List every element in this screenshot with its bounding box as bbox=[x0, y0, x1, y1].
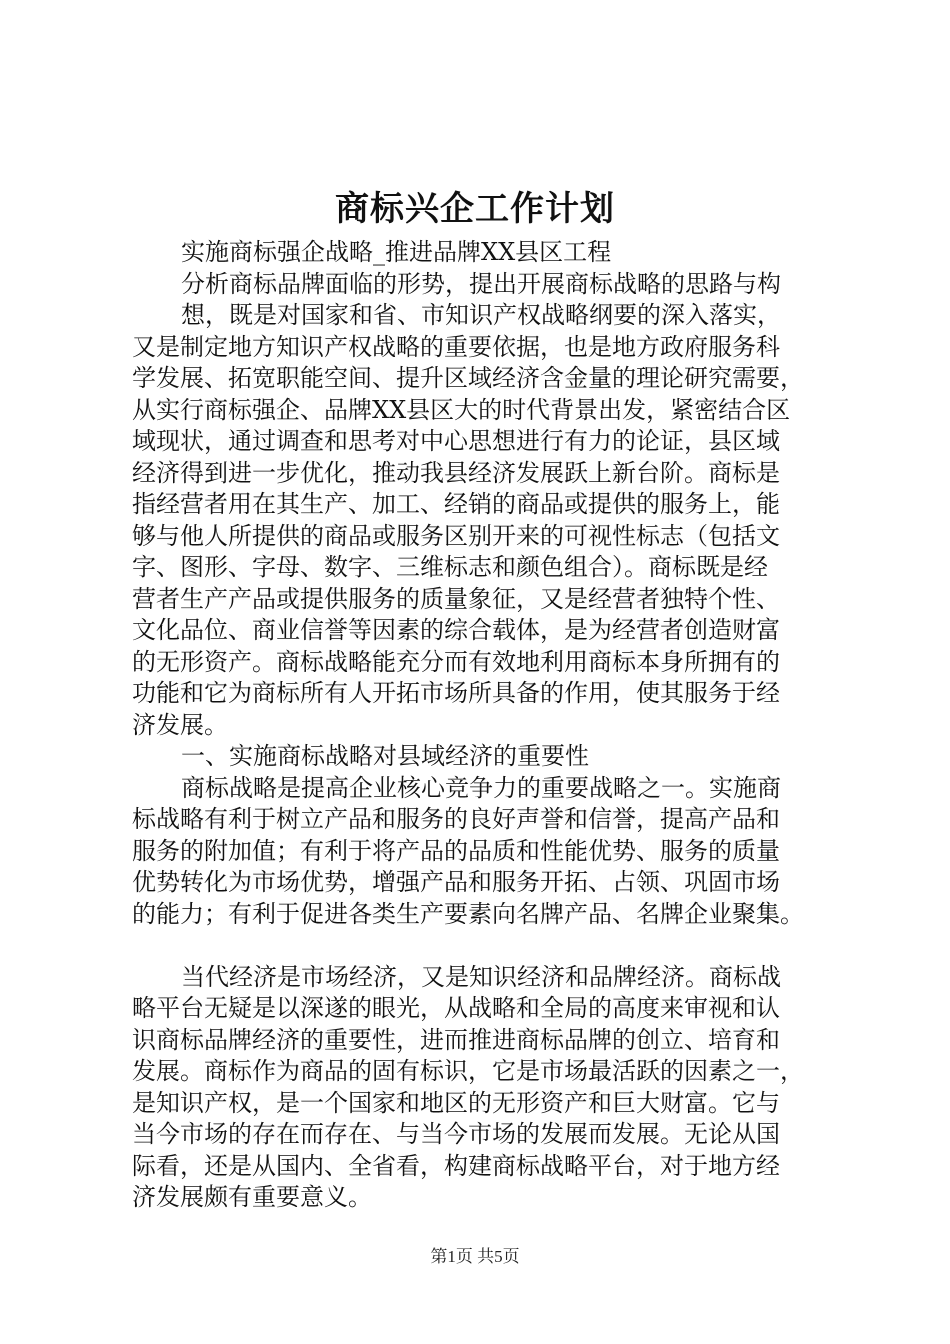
page-number: 第1页 共5页 bbox=[430, 1247, 520, 1266]
paragraph-line: 学发展、拓宽职能空间、提升区域经济含金量的理论研究需要， bbox=[132, 364, 804, 392]
paragraph-spacer bbox=[132, 930, 832, 962]
paragraph-line: 标战略有利于树立产品和服务的良好声誉和信誉，提高产品和 bbox=[132, 805, 780, 833]
paragraph-line: 际看，还是从国内、全省看，构建商标战略平台，对于地方经 bbox=[132, 1151, 780, 1180]
paragraph-line: 优势转化为市场优势，增强产品和服务开拓、占领、巩固市场 bbox=[132, 868, 780, 896]
paragraph-line: 商标战略是提高企业核心竞争力的重要战略之一。实施商 bbox=[181, 773, 781, 802]
paragraph-line: 济发展颇有重要意义。 bbox=[132, 1183, 372, 1211]
section-heading: 一、实施商标战略对县域经济的重要性 bbox=[181, 742, 589, 770]
paragraph-line: 功能和它为商标所有人开拓市场所具备的作用，使其服务于经 bbox=[132, 679, 780, 707]
subtitle-line: 实施商标强企战略_推进品牌XX县区工程 bbox=[181, 238, 612, 266]
paragraph-line: 域现状，通过调查和思考对中心思想进行有力的论证，县区域 bbox=[132, 427, 780, 455]
paragraph-line: 从实行商标强企、品牌XX县区大的时代背景出发，紧密结合区 bbox=[132, 395, 791, 424]
paragraph-line: 够与他人所提供的商品或服务区别开来的可视性标志（包括文 bbox=[132, 521, 780, 550]
paragraph-line: 当代经济是市场经济，又是知识经济和品牌经济。商标战 bbox=[181, 962, 781, 991]
paragraph-line: 的能力；有利于促进各类生产要素向名牌产品、名牌企业聚集。 bbox=[132, 899, 804, 928]
paragraph-line: 略平台无疑是以深遂的眼光，从战略和全局的高度来审视和认 bbox=[132, 994, 780, 1022]
paragraph-line: 又是制定地方知识产权战略的重要依据，也是地方政府服务科 bbox=[132, 332, 780, 361]
paragraph-line: 字、图形、字母、数字、三维标志和颜色组合）。商标既是经 bbox=[132, 553, 768, 581]
document-body bbox=[132, 237, 832, 1214]
paragraph-line: 营者生产产品或提供服务的质量象征，又是经营者独特个性、 bbox=[132, 584, 780, 613]
paragraph-line: 分析商标品牌面临的形势，提出开展商标战略的思路与构 bbox=[181, 269, 781, 298]
paragraph-line: 当今市场的存在而存在、与当今市场的发展而发展。无论从国 bbox=[132, 1120, 780, 1148]
document-title: 商标兴企工作计划 bbox=[335, 189, 615, 229]
paragraph-line: 服务的附加值；有利于将产品的品质和性能优势、服务的质量 bbox=[132, 836, 780, 865]
paragraph-line: 的无形资产。商标战略能充分而有效地利用商标本身所拥有的 bbox=[132, 647, 780, 676]
paragraph-line: 是知识产权，是一个国家和地区的无形资产和巨大财富。它与 bbox=[132, 1088, 780, 1117]
paragraph-line: 发展。商标作为商品的固有标识，它是市场最活跃的因素之一， bbox=[132, 1057, 804, 1085]
paragraph-line: 济发展。 bbox=[132, 710, 228, 739]
paragraph-line: 想，既是对国家和省、市知识产权战略纲要的深入落实， bbox=[181, 301, 781, 329]
paragraph-line: 指经营者用在其生产、加工、经销的商品或提供的服务上，能 bbox=[132, 490, 780, 518]
paragraph-line: 识商标品牌经济的重要性，进而推进商标品牌的创立、培育和 bbox=[132, 1025, 780, 1054]
paragraph-line: 文化品位、商业信誉等因素的综合载体，是为经营者创造财富 bbox=[132, 616, 780, 644]
paragraph-line: 经济得到进一步优化，推动我县经济发展跃上新台阶。商标是 bbox=[132, 458, 780, 487]
